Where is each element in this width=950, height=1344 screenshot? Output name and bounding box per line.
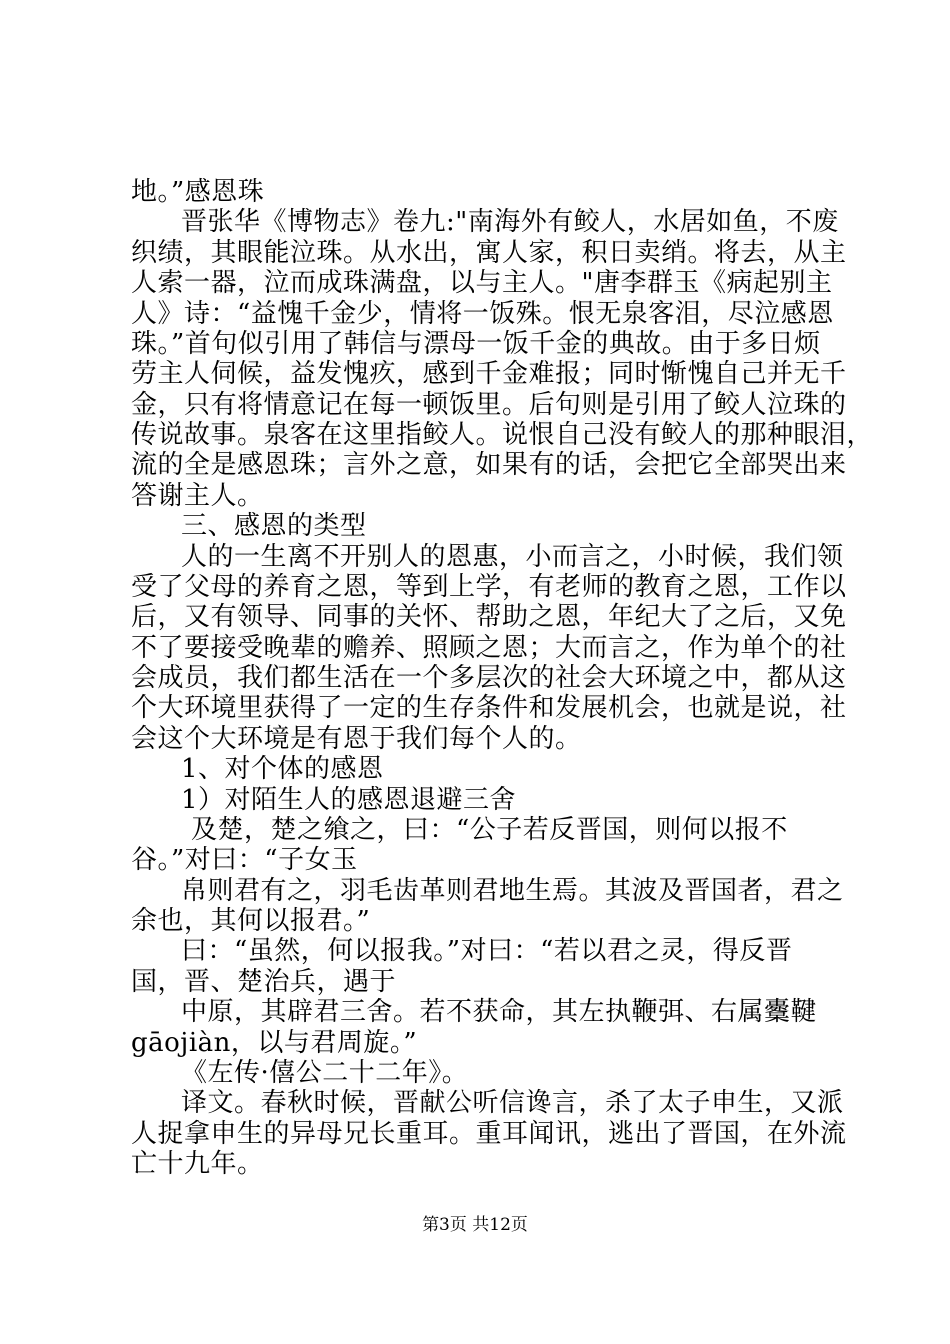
text-line: 劳主人伺候，益发愧疚，感到千金难报；同时惭愧自己并无千 — [131, 359, 847, 389]
text-line: 晋张华《博物志》卷九:"南海外有鲛人，水居如鱼，不废 — [181, 207, 839, 237]
text-line: gāojiàn，以与君周旋。” — [131, 1028, 418, 1058]
text-line: 余也，其何以报君。” — [131, 906, 371, 936]
text-line: 《左传·僖公二十二年》。 — [181, 1058, 469, 1088]
text-line: 人》诗：“益愧千金少，情将一饭殊。恨无泉客泪，尽泣感恩 — [131, 299, 834, 329]
text-line: 国，晋、楚治兵，遇于 — [131, 967, 397, 997]
text-line: 亡十九年。 — [131, 1149, 264, 1179]
text-line: 人的一生离不开别人的恩惠，小而言之，小时候，我们领 — [181, 542, 844, 572]
text-line: 织绩，其眼能泣珠。从水出，寓人家，积日卖绡。将去，从主 — [131, 238, 847, 268]
text-line: 帛则君有之，羽毛齿革则君地生焉。其波及晋国者，君之 — [181, 876, 844, 906]
text-line: 珠。”首句似引用了韩信与漂母一饭千金的典故。由于多日烦 — [131, 329, 821, 359]
text-line: 译文。春秋时候，晋献公听信谗言，杀了太子申生，又派 — [181, 1088, 844, 1118]
text-line: 及楚，楚之飨之，曰：“公子若反晋国，则何以报不 — [191, 815, 788, 845]
text-line: 不了要接受晚辈的赡养、照顾之恩；大而言之，作为单个的社 — [131, 633, 847, 663]
text-line: 地。”感恩珠 — [131, 177, 265, 207]
text-line: 曰：“虽然，何以报我。”对曰：“若以君之灵，得反晋 — [181, 936, 793, 966]
section-heading: 三、感恩的类型 — [181, 511, 367, 541]
text-line: 金，只有将情意记在每一顿饭里。后句则是引用了鲛人泣珠的 — [131, 390, 847, 420]
subsection-heading: 1）对陌生人的感恩退避三舍 — [181, 785, 517, 815]
text-line: 后，又有领导、同事的关怀、帮助之恩，年纪大了之后，又免 — [131, 602, 847, 632]
text-line: 个大环境里获得了一定的生存条件和发展机会，也就是说，社 — [131, 693, 847, 723]
text-line: 会成员，我们都生活在一个多层次的社会大环境之中，都从这 — [131, 663, 847, 693]
text-line: 人索一器，泣而成珠满盘，以与主人。"唐李群玉《病起别主 — [131, 268, 833, 298]
text-line: 人捉拿申生的异母兄长重耳。重耳闻讯，逃出了晋国，在外流 — [131, 1119, 847, 1149]
subsection-heading: 1、对个体的感恩 — [181, 754, 384, 784]
text-line: 会这个大环境是有恩于我们每个人的。 — [131, 724, 582, 754]
text-line: 答谢主人。 — [131, 481, 264, 511]
text-line: 中原，其辟君三舍。若不获命，其左执鞭弭、右属櫜鞬 — [181, 997, 818, 1027]
text-line: 传说故事。泉客在这里指鲛人。说恨自己没有鲛人的那种眼泪， — [131, 420, 874, 450]
text-line: 谷。”对曰：“子女玉 — [131, 845, 358, 875]
text-line: 受了父母的养育之恩，等到上学，有老师的教育之恩，工作以 — [131, 572, 847, 602]
text-line: 流的全是感恩珠；言外之意，如果有的话，会把它全部哭出来 — [131, 450, 847, 480]
page-footer: 第3页 共12页 — [422, 1215, 528, 1235]
